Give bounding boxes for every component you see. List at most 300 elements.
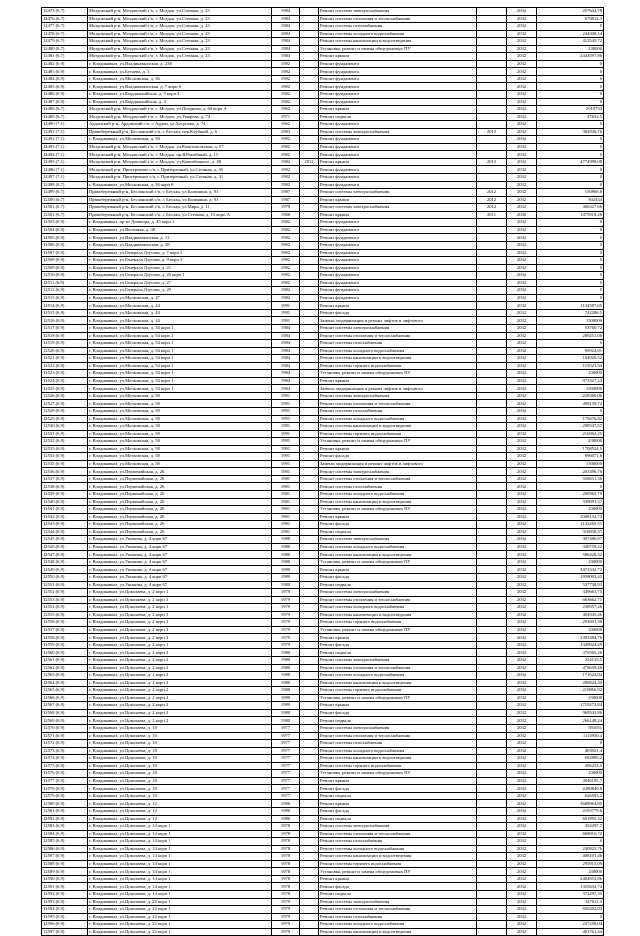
commissioning-year-cell: 1984 bbox=[272, 332, 300, 340]
record-number-cell: 12475 (6.7) bbox=[42, 8, 88, 16]
commissioning-year-cell: 1991 bbox=[272, 302, 300, 310]
address-cell: г. Владикавказ, ул.Ушакова, д. 4 корп 67 bbox=[88, 558, 272, 566]
extra-year-cell bbox=[300, 83, 319, 91]
table-row bbox=[42, 453, 604, 461]
work-type-cell: Ремонт фундамента bbox=[319, 98, 477, 106]
cost-cell: 230000 bbox=[537, 45, 604, 53]
commissioning-year-cell: 1981 bbox=[272, 506, 300, 514]
address-cell: Моздокский р-н, Моздокский г/п, г. Моздок, ул.Степная, д. 23 bbox=[88, 53, 272, 61]
record-number-cell: 12495 (7.1) bbox=[42, 158, 88, 166]
table-row bbox=[42, 513, 604, 521]
work-type-cell: Установка, ремонт и замена общедомовых ПУ bbox=[319, 45, 477, 53]
work-type-cell: Ремонт системы холодного водоснабжения bbox=[319, 921, 477, 929]
work-type-cell: Ремонт подвала bbox=[319, 815, 477, 823]
plan-end-year-cell: 2032 bbox=[507, 506, 537, 514]
work-type-cell: Ремонт системы отопления и теплоснабжения bbox=[319, 596, 477, 604]
plan-end-year-cell: 2032 bbox=[507, 468, 537, 476]
commissioning-year-cell: 1977 bbox=[272, 792, 300, 800]
address-cell: Моздокский р-н, Притеречное с/п, г. Притеречный, ул.Степная, д. 35 bbox=[88, 166, 272, 174]
address-cell: г. Владикавказ, ул.Цоколаева, д. 14 корп 1 bbox=[88, 883, 272, 891]
plan-end-year-cell: 2032 bbox=[507, 475, 537, 483]
plan-start-year-cell bbox=[477, 279, 507, 287]
plan-end-year-cell: 2032 bbox=[507, 558, 537, 566]
address-cell: г. Владикавказ, ул.Московская, д. 58 bbox=[88, 445, 272, 453]
record-number-cell: 12524 (6.9) bbox=[42, 377, 88, 385]
address-cell: г. Владикавказ, ул.Московская, д. 58 bbox=[88, 400, 272, 408]
plan-start-year-cell bbox=[477, 234, 507, 242]
work-type-cell: Ремонт фундамента bbox=[319, 294, 477, 302]
commissioning-year-cell: 1984 bbox=[272, 355, 300, 363]
address-cell: Моздокский р-н, Моздокский г/п, г. Моздок, ул.Степная, д. 23 bbox=[88, 8, 272, 16]
plan-end-year-cell: 2032 bbox=[507, 740, 537, 748]
plan-end-year-cell: 2032 bbox=[507, 687, 537, 695]
cost-cell: 401761,44 bbox=[537, 928, 604, 936]
table-row bbox=[42, 717, 604, 725]
record-number-cell: 12478 (6.7) bbox=[42, 30, 88, 38]
cost-cell: 2404853,86 bbox=[537, 875, 604, 883]
plan-start-year-cell bbox=[477, 241, 507, 249]
cost-cell: 4046195,7 bbox=[537, 777, 604, 785]
commissioning-year-cell: 1977 bbox=[272, 740, 300, 748]
cost-cell: 0 bbox=[537, 151, 604, 159]
record-number-cell: 12567 (6.9) bbox=[42, 702, 88, 710]
commissioning-year-cell: 1968 bbox=[272, 211, 300, 219]
work-type-cell: Ремонт фундамента bbox=[319, 287, 477, 295]
commissioning-year-cell: 1984 bbox=[272, 340, 300, 348]
table-row bbox=[42, 709, 604, 717]
address-cell: г. Владикавказ, ул.Цоколаева, д. 10 bbox=[88, 732, 272, 740]
work-type-cell: Ремонт системы горячего водоснабжения bbox=[319, 619, 477, 627]
plan-start-year-cell bbox=[477, 664, 507, 672]
plan-end-year-cell: 2032 bbox=[507, 747, 537, 755]
record-number-cell: 12570 (6.9) bbox=[42, 724, 88, 732]
plan-end-year-cell: 2032 bbox=[507, 845, 537, 853]
plan-start-year-cell bbox=[477, 823, 507, 831]
plan-end-year-cell: 2032 bbox=[507, 800, 537, 808]
table-row bbox=[42, 830, 604, 838]
table-row bbox=[42, 302, 604, 310]
work-type-cell: Ремонт фундамента bbox=[319, 68, 477, 76]
plan-end-year-cell: 2032 bbox=[507, 709, 537, 717]
plan-end-year-cell: 2032 bbox=[507, 377, 537, 385]
extra-year-cell bbox=[300, 724, 319, 732]
commissioning-year-cell: 1978 bbox=[272, 823, 300, 831]
work-type-cell: Ремонт фундамента bbox=[319, 181, 477, 189]
work-type-cell: Ремонт системы газоснабжения bbox=[319, 913, 477, 921]
plan-end-year-cell: 2032 bbox=[507, 574, 537, 582]
plan-end-year-cell: 2032 bbox=[507, 302, 537, 310]
cost-cell: 626583,2 bbox=[537, 792, 604, 800]
commissioning-year-cell: 1977 bbox=[272, 762, 300, 770]
plan-end-year-cell: 2032 bbox=[507, 898, 537, 906]
plan-end-year-cell: 2032 bbox=[507, 264, 537, 272]
table-row bbox=[42, 762, 604, 770]
work-type-cell: Установка, ремонт и замена общедомовых ПУ bbox=[319, 868, 477, 876]
commissioning-year-cell: 1982 bbox=[272, 279, 300, 287]
address-cell: г. Владикавказ, ул.Цоколаева, д. 12 bbox=[88, 800, 272, 808]
commissioning-year-cell: 1980 bbox=[272, 536, 300, 544]
plan-start-year-cell bbox=[477, 921, 507, 929]
plan-end-year-cell: 2032 bbox=[507, 128, 537, 136]
table-row bbox=[42, 468, 604, 476]
address-cell: г. Владикавказ, ул.Московская, д. 54 корп 1 bbox=[88, 355, 272, 363]
record-number-cell: 12593 (6.9) bbox=[42, 898, 88, 906]
work-type-cell: Ремонт системы электроснабжения bbox=[319, 657, 477, 665]
extra-year-cell bbox=[300, 687, 319, 695]
plan-end-year-cell: 2032 bbox=[507, 317, 537, 325]
record-number-cell: 12564 (6.9) bbox=[42, 679, 88, 687]
cost-cell: 1115950,4 bbox=[537, 732, 604, 740]
table-row bbox=[42, 604, 604, 612]
extra-year-cell bbox=[300, 385, 319, 393]
work-type-cell: Ремонт крыши bbox=[319, 634, 477, 642]
work-type-cell: Ремонт подвала bbox=[319, 113, 477, 121]
table-row bbox=[42, 392, 604, 400]
record-number-cell: 12588 (6.9) bbox=[42, 860, 88, 868]
extra-year-cell bbox=[300, 332, 319, 340]
plan-start-year-cell bbox=[477, 8, 507, 16]
record-number-cell: 12556 (6.9) bbox=[42, 619, 88, 627]
address-cell: г. Владикавказ, ул.Цоколаева, д. 2 корп 1 bbox=[88, 641, 272, 649]
commissioning-year-cell: 1980 bbox=[272, 581, 300, 589]
table-row bbox=[42, 755, 604, 763]
plan-start-year-cell bbox=[477, 551, 507, 559]
plan-end-year-cell: 2032 bbox=[507, 407, 537, 415]
work-type-cell: Ремонт системы холодного водоснабжения bbox=[319, 30, 477, 38]
record-number-cell: 12575 (6.9) bbox=[42, 762, 88, 770]
extra-year-cell bbox=[300, 491, 319, 499]
plan-end-year-cell: 2032 bbox=[507, 385, 537, 393]
plan-start-year-cell bbox=[477, 528, 507, 536]
address-cell: г. Владикавказ, ул.Цоколаева, д. 10 bbox=[88, 724, 272, 732]
address-cell: г. Владикавказ, ул.Цоколаева, д. 14 корп 1 bbox=[88, 890, 272, 898]
record-number-cell: 12574 (6.9) bbox=[42, 755, 88, 763]
plan-start-year-cell bbox=[477, 45, 507, 53]
extra-year-cell bbox=[300, 8, 319, 16]
cost-cell: 0 bbox=[537, 340, 604, 348]
work-type-cell: Ремонт системы холодного водоснабжения bbox=[319, 672, 477, 680]
extra-year-cell bbox=[300, 181, 319, 189]
plan-start-year-cell bbox=[477, 619, 507, 627]
record-number-cell: 12562 (6.9) bbox=[42, 664, 88, 672]
plan-end-year-cell: 2032 bbox=[507, 875, 537, 883]
record-number-cell: 12493 (7.1) bbox=[42, 143, 88, 151]
address-cell: г. Владикавказ, ул.Цоколаева, д. 2 корп 2 bbox=[88, 664, 272, 672]
plan-start-year-cell bbox=[477, 423, 507, 431]
work-type-cell: Ремонт системы холодного водоснабжения bbox=[319, 604, 477, 612]
record-number-cell: 12507 (6.9) bbox=[42, 249, 88, 257]
address-cell: г. Владикавказ, ул.Цоколаева, д. 2 корп 2 bbox=[88, 702, 272, 710]
commissioning-year-cell: 1991 bbox=[272, 453, 300, 461]
table-row bbox=[42, 309, 604, 317]
table-row bbox=[42, 558, 604, 566]
work-type-cell: Ремонт крыши bbox=[319, 211, 477, 219]
commissioning-year-cell: 1991 bbox=[272, 415, 300, 423]
commissioning-year-cell: 1979 bbox=[272, 641, 300, 649]
plan-end-year-cell: 2032 bbox=[507, 913, 537, 921]
address-cell: Моздокский р-н, Моздокский г/п, г. Моздок, ул.Степная, д. 23 bbox=[88, 30, 272, 38]
record-number-cell: 12568 (6.9) bbox=[42, 709, 88, 717]
record-number-cell: 12517 (6.9) bbox=[42, 324, 88, 332]
address-cell: г. Владикавказ, ул.Цоколаева, д. 2 корп 1 bbox=[88, 596, 272, 604]
plan-end-year-cell: 2032 bbox=[507, 234, 537, 242]
address-cell: г. Владикавказ, ул.Владикавказская, д. 11 bbox=[88, 234, 272, 242]
work-type-cell: Ремонт фундамента bbox=[319, 121, 477, 129]
address-cell: г. Владикавказ, ул.Цоколаева, д. 14 корп 1 bbox=[88, 875, 272, 883]
extra-year-cell bbox=[300, 317, 319, 325]
record-number-cell: 12488 (6.7) bbox=[42, 106, 88, 114]
address-cell: г. Владикавказ, ул.Цоколаева, д. 10 bbox=[88, 792, 272, 800]
extra-year-cell bbox=[300, 694, 319, 702]
commissioning-year-cell: 1991 bbox=[272, 423, 300, 431]
extra-year-cell bbox=[300, 340, 319, 348]
address-cell: г. Владикавказ, ул.Ушакова, д. 4 корп 67 bbox=[88, 574, 272, 582]
work-type-cell: Ремонт системы горячего водоснабжения bbox=[319, 687, 477, 695]
table-row bbox=[42, 249, 604, 257]
record-number-cell: 12480 (6.7) bbox=[42, 45, 88, 53]
work-type-cell: Установка, ремонт и замена общедомовых ПУ bbox=[319, 438, 477, 446]
address-cell: г. Владикавказ, ул.Владикавказская, д. 7 корп 6 bbox=[88, 83, 272, 91]
plan-end-year-cell: 2032 bbox=[507, 15, 537, 23]
cost-cell: 289251,08 bbox=[537, 332, 604, 340]
table-row bbox=[42, 574, 604, 582]
extra-year-cell bbox=[300, 641, 319, 649]
table-row bbox=[42, 596, 604, 604]
work-type-cell: Ремонт фундамента bbox=[319, 75, 477, 83]
cost-cell: 973327,24 bbox=[537, 377, 604, 385]
cost-cell: 656202,04 bbox=[537, 906, 604, 914]
record-number-cell: 12514 (6.9) bbox=[42, 302, 88, 310]
work-type-cell: Ремонт системы холодного водоснабжения bbox=[319, 415, 477, 423]
record-number-cell: 12500 (6.7) bbox=[42, 196, 88, 204]
extra-year-cell bbox=[300, 136, 319, 144]
address-cell: г. Владикавказ, ул.Московская, д. 58 bbox=[88, 423, 272, 431]
cost-cell: 295915,09 bbox=[537, 860, 604, 868]
work-type-cell: Установка, ремонт и замена общедомовых ПУ bbox=[319, 370, 477, 378]
plan-start-year-cell bbox=[477, 385, 507, 393]
work-type-cell: Ремонт системы горячего водоснабжения bbox=[319, 762, 477, 770]
record-number-cell: 12526 (6.9) bbox=[42, 392, 88, 400]
work-type-cell: Ремонт системы канализации и водоотведения bbox=[319, 551, 477, 559]
table-row bbox=[42, 264, 604, 272]
cost-cell: 96924,81 bbox=[537, 347, 604, 355]
cost-cell: 230000 bbox=[537, 438, 604, 446]
record-number-cell: 12572 (6.9) bbox=[42, 740, 88, 748]
record-number-cell: 12532 (6.9) bbox=[42, 438, 88, 446]
table-row bbox=[42, 38, 604, 46]
address-cell: г. Владикавказ, ул.Московская, д. 36 bbox=[88, 75, 272, 83]
commissioning-year-cell: 1984 bbox=[272, 45, 300, 53]
table-row bbox=[42, 30, 604, 38]
work-type-cell: Ремонт системы канализации и водоотведения bbox=[319, 38, 477, 46]
address-cell: г. Владикавказ, ул.Цоколаева, д. 14 корп 1 bbox=[88, 823, 272, 831]
address-cell: г. Владикавказ, ул.Цоколаева, д. 14 корп 1 bbox=[88, 860, 272, 868]
plan-start-year-cell bbox=[477, 498, 507, 506]
plan-start-year-cell bbox=[477, 377, 507, 385]
work-type-cell: Ремонт системы электроснабжения bbox=[319, 324, 477, 332]
extra-year-cell bbox=[300, 883, 319, 891]
cost-cell: 0 bbox=[537, 249, 604, 257]
table-row bbox=[42, 279, 604, 287]
table-row bbox=[42, 438, 604, 446]
table-row bbox=[42, 634, 604, 642]
table-row bbox=[42, 317, 604, 325]
extra-year-cell bbox=[300, 649, 319, 657]
extra-year-cell bbox=[300, 113, 319, 121]
extra-year-cell bbox=[300, 370, 319, 378]
extra-year-cell bbox=[300, 777, 319, 785]
table-row bbox=[42, 475, 604, 483]
plan-end-year-cell: 2032 bbox=[507, 860, 537, 868]
extra-year-cell bbox=[300, 747, 319, 755]
plan-start-year-cell bbox=[477, 687, 507, 695]
commissioning-year-cell: 1980 bbox=[272, 687, 300, 695]
table-row bbox=[42, 732, 604, 740]
address-cell: г. Владикавказ, ул.Ушакова, д. 4 корп 67 bbox=[88, 581, 272, 589]
record-number-cell: 12573 (6.9) bbox=[42, 747, 88, 755]
plan-start-year-cell: 2013 bbox=[477, 128, 507, 136]
extra-year-cell bbox=[300, 234, 319, 242]
cost-cell: 2280849,8 bbox=[537, 785, 604, 793]
work-type-cell: Ремонт крыши bbox=[319, 302, 477, 310]
work-type-cell: Ремонт фундамента bbox=[319, 272, 477, 280]
cost-cell: 1132265,51 bbox=[537, 521, 604, 529]
plan-start-year-cell bbox=[477, 732, 507, 740]
address-cell: г. Владикавказ, ул.Цоколаева, д. 22 корп 1 bbox=[88, 913, 272, 921]
table-row bbox=[42, 815, 604, 823]
work-type-cell: Ремонт системы газоснабжения bbox=[319, 23, 477, 31]
address-cell: Моздокский р-н, Моздокский г/п, г. Моздок, ул.Степная, д. 23 bbox=[88, 38, 272, 46]
cost-cell: 240825,76 bbox=[537, 845, 604, 853]
cost-cell: 0 bbox=[537, 68, 604, 76]
work-type-cell: Ремонт системы электроснабжения bbox=[319, 536, 477, 544]
commissioning-year-cell: 1981 bbox=[272, 483, 300, 491]
cost-cell: 502434 bbox=[537, 196, 604, 204]
address-cell: г. Владикавказ, ул.Московская, д. 44 bbox=[88, 317, 272, 325]
commissioning-year-cell: 1979 bbox=[272, 928, 300, 936]
plan-start-year-cell bbox=[477, 272, 507, 280]
commissioning-year-cell: 1982 bbox=[272, 241, 300, 249]
plan-start-year-cell bbox=[477, 755, 507, 763]
table-row bbox=[42, 566, 604, 574]
record-number-cell: 12505 (6.9) bbox=[42, 234, 88, 242]
commissioning-year-cell: 1980 bbox=[272, 558, 300, 566]
address-cell: г. Владикавказ, ул.Московская, д. 54 корп 1 bbox=[88, 340, 272, 348]
record-number-cell: 12519 (6.9) bbox=[42, 340, 88, 348]
commissioning-year-cell: 1979 bbox=[272, 626, 300, 634]
table-row bbox=[42, 740, 604, 748]
address-cell: г. Владикавказ, ул.Генерала Дзусова, д. 21 bbox=[88, 264, 272, 272]
address-cell: г. Владикавказ, ул.Цоколаева, д. 10 bbox=[88, 747, 272, 755]
table-row bbox=[42, 83, 604, 91]
plan-start-year-cell bbox=[477, 407, 507, 415]
extra-year-cell bbox=[300, 294, 319, 302]
table-body bbox=[42, 8, 604, 936]
work-type-cell: Ремонт фасада bbox=[319, 641, 477, 649]
cost-cell: 0 bbox=[537, 279, 604, 287]
plan-end-year-cell: 2032 bbox=[507, 498, 537, 506]
plan-start-year-cell bbox=[477, 536, 507, 544]
plan-end-year-cell: 2032 bbox=[507, 483, 537, 491]
plan-end-year-cell: 2032 bbox=[507, 219, 537, 227]
plan-start-year-cell bbox=[477, 506, 507, 514]
address-cell: г. Владикавказ, ул.Генерала Дзусова, д. 25 корп 1 bbox=[88, 272, 272, 280]
record-number-cell: 12479 (6.7) bbox=[42, 38, 88, 46]
record-number-cell: 12559 (6.9) bbox=[42, 641, 88, 649]
table-row bbox=[42, 181, 604, 189]
record-number-cell: 12503 (6.9) bbox=[42, 219, 88, 227]
cost-cell: 0 bbox=[537, 181, 604, 189]
record-number-cell: 12534 (6.9) bbox=[42, 453, 88, 461]
commissioning-year-cell: 1981 bbox=[272, 513, 300, 521]
table-row bbox=[42, 113, 604, 121]
address-cell: Моздокский р-н, Моздокский г/п, г. Моздок, ул.Степная, д. 23 bbox=[88, 23, 272, 31]
table-row bbox=[42, 687, 604, 695]
plan-start-year-cell bbox=[477, 264, 507, 272]
plan-end-year-cell: 2032 bbox=[507, 181, 537, 189]
plan-start-year-cell bbox=[477, 15, 507, 23]
cost-cell: 0 bbox=[537, 272, 604, 280]
cost-cell: 150868,8 bbox=[537, 189, 604, 197]
record-number-cell: 12565 (6.9) bbox=[42, 687, 88, 695]
table-row bbox=[42, 158, 604, 166]
cost-cell: 203396,76 bbox=[537, 468, 604, 476]
record-number-cell: 12484 (6.9) bbox=[42, 75, 88, 83]
table-row bbox=[42, 694, 604, 702]
address-cell: г. Владикавказ, ул.Цоколаева, д. 10 bbox=[88, 770, 272, 778]
commissioning-year-cell: 1980 bbox=[272, 551, 300, 559]
commissioning-year-cell: 1977 bbox=[272, 755, 300, 763]
plan-end-year-cell: 2032 bbox=[507, 23, 537, 31]
work-type-cell: Замена, модернизация и ремонт лифтов и лифтового bbox=[319, 460, 477, 468]
cost-cell: 372297,35 bbox=[537, 890, 604, 898]
plan-start-year-cell bbox=[477, 898, 507, 906]
work-type-cell: Ремонт системы электроснабжения bbox=[319, 204, 477, 212]
table-row bbox=[42, 807, 604, 815]
table-row bbox=[42, 528, 604, 536]
cost-cell: 347611,3 bbox=[537, 898, 604, 906]
address-cell: г. Владикавказ, ул.Цоколаева, д. 2 корп 1 bbox=[88, 604, 272, 612]
extra-year-cell bbox=[300, 830, 319, 838]
commissioning-year-cell: 1980 bbox=[272, 664, 300, 672]
plan-start-year-cell: 2011 bbox=[477, 211, 507, 219]
cost-cell: 230000 bbox=[537, 370, 604, 378]
work-type-cell: Ремонт системы горячего водоснабжения bbox=[319, 362, 477, 370]
address-cell: Моздокский р-н, Моздокский г/п, г. Моздок, ул.Умарова, д. 74 bbox=[88, 113, 272, 121]
address-cell: г. Владикавказ, ул.Цоколаева, д. 2 корп 1 bbox=[88, 619, 272, 627]
extra-year-cell bbox=[300, 785, 319, 793]
work-type-cell: Ремонт фасада bbox=[319, 709, 477, 717]
table-row bbox=[42, 491, 604, 499]
extra-year-cell bbox=[300, 679, 319, 687]
address-cell: г. Владикавказ, ул.Цоколаева, д. 10 bbox=[88, 762, 272, 770]
cost-cell: 0 bbox=[537, 740, 604, 748]
table-row bbox=[42, 777, 604, 785]
extra-year-cell bbox=[300, 619, 319, 627]
address-cell: г. Владикавказ, ул.Московская, д. 58 bbox=[88, 438, 272, 446]
record-number-cell: 12587 (6.9) bbox=[42, 853, 88, 861]
cost-cell: 346759,22 bbox=[537, 543, 604, 551]
table-row bbox=[42, 423, 604, 431]
address-cell: г. Владикавказ, ул.Московская, д. 58 bbox=[88, 430, 272, 438]
plan-start-year-cell bbox=[477, 249, 507, 257]
extra-year-cell bbox=[300, 392, 319, 400]
extra-year-cell bbox=[300, 709, 319, 717]
plan-end-year-cell: 2032 bbox=[507, 513, 537, 521]
commissioning-year-cell: 1979 bbox=[272, 913, 300, 921]
record-number-cell: 12546 (6.9) bbox=[42, 543, 88, 551]
cost-cell: 1708524,9 bbox=[537, 445, 604, 453]
